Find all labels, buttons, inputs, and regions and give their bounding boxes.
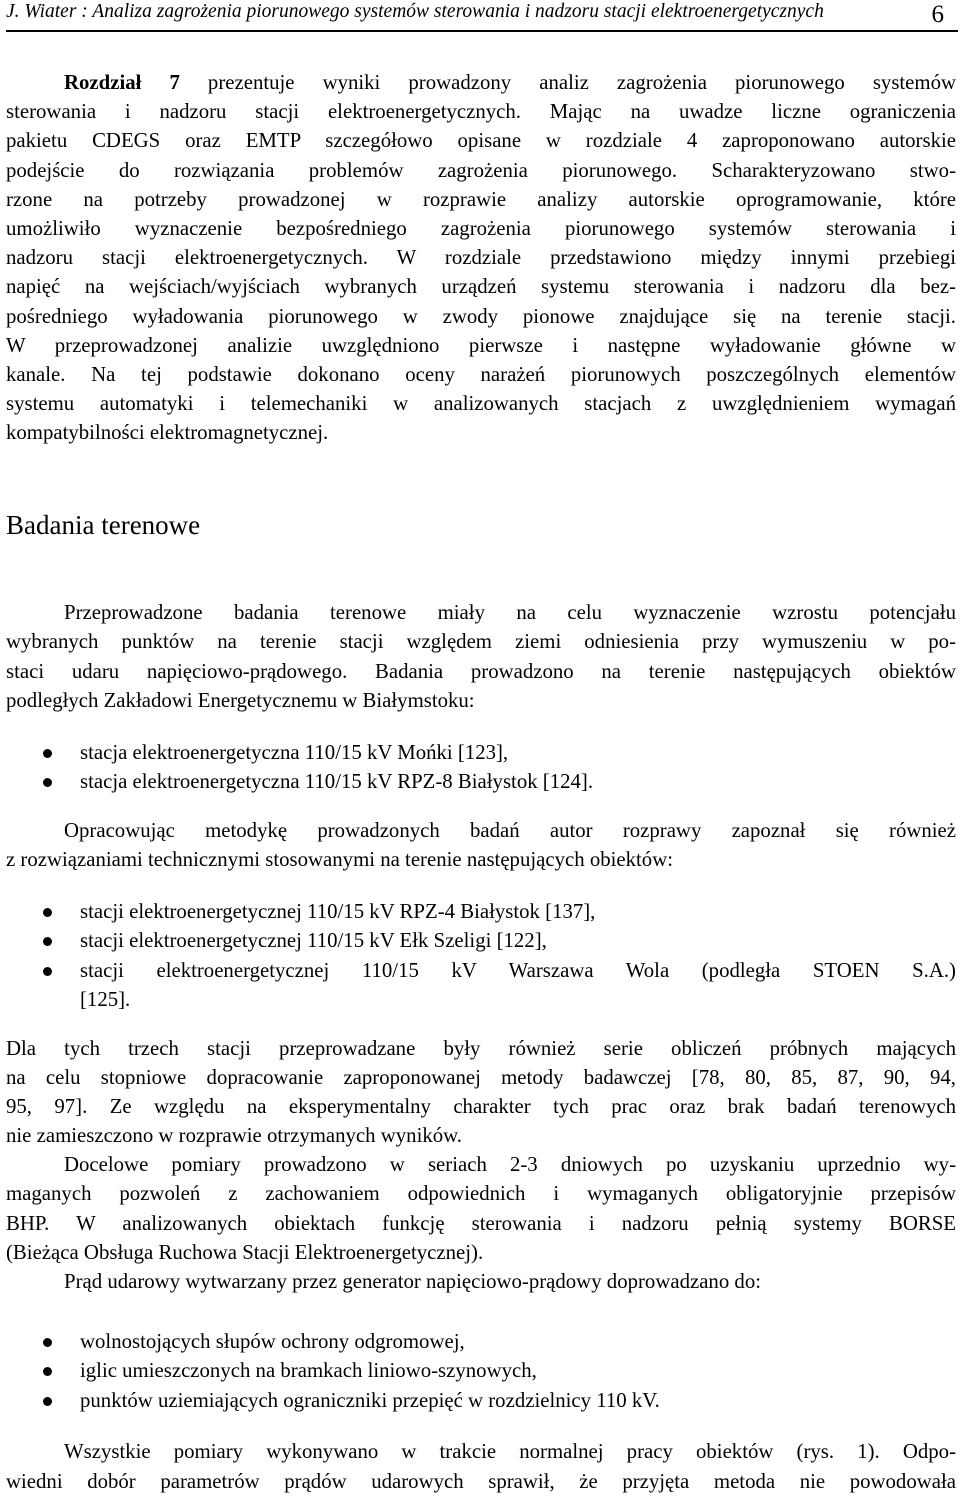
header-title: J. Wiater : Analiza zagrożenia piorunowego systemów sterowania i nadzoru stacji elektroenergetycznych [6, 1, 824, 22]
list-item [46, 1327, 956, 1356]
text-line: Dla tych trzech stacji przeprowadzane były również serie obliczeń próbnych mających [6, 1037, 956, 1060]
bullet-icon [43, 908, 52, 917]
bullet-icon [43, 1338, 52, 1347]
list-item [46, 897, 956, 926]
list-item-text: stacji elektroenergetycznej 110/15 kV RPZ-4 Białystok [137], [80, 900, 596, 923]
text-line: Wszystkie pomiary wykonywano w trakcie normalnej pracy obiektów (rys. 1). Odpo- [64, 1440, 956, 1463]
text-line: pakietu CDEGS oraz EMTP szczegółowo opisane w rozdziale 4 zaproponowano autorskie [6, 129, 956, 153]
list-item [46, 738, 956, 767]
text-line: umożliwiło wyznaczenie bezpośredniego zagrożenia piorunowego systemów sterowania i [6, 217, 956, 241]
section-heading: Badania terenowe [6, 510, 201, 540]
text-line: Opracowując metodykę prowadzonych badań autor rozprawy zapoznał się również [64, 819, 956, 842]
list-item [46, 767, 956, 796]
list-item-text-continued: [125]. [80, 987, 131, 1011]
text-line [6, 68, 956, 97]
text-line: BHP. W analizowanych obiektach funkcję sterowania i nadzoru pełnią systemy BORSE [6, 1211, 956, 1235]
text-line: nadzoru stacji elektroenergetycznych. W rozdziale przedstawiono między innymi przebiegi [6, 246, 956, 270]
list-item-text: iglic umieszczonych na bramkach liniowo-szynowych, [80, 1359, 537, 1383]
text-line: podejście do rozwiązania problemów zagrożenia piorunowego. Scharakteryzowano stwo- [6, 158, 956, 182]
list-item [46, 926, 956, 955]
text-line: sterowania i nadzoru stacji elektroenergetycznych. Mając na uwadze liczne ograniczenia [6, 100, 956, 124]
text-line: na celu stopniowe dopracowanie zaproponowanej metody badawczej [78, 80, 85, 87, 90, 94, [6, 1066, 956, 1090]
text-line: kanale. Na tej podstawie dokonano oceny narażeń piorunowych poszczególnych elementów [6, 363, 956, 387]
text-line: W przeprowadzonej analizie uwzględniono pierwsze i następne wyładowanie główne w [6, 333, 956, 357]
text-line: wiedni dobór parametrów prądów udarowych sprawił, że przyjęta metoda nie powodowała [6, 1469, 956, 1493]
text-line: Przeprowadzone badania terenowe miały na celu wyznaczenie wzrostu potencjału [64, 601, 956, 624]
list-item-text: stacja elektroenergetyczna 110/15 kV Mońki [123], [80, 741, 509, 764]
text-line: podległych Zakładowi Energetycznemu w Białymstoku: [6, 688, 475, 712]
text-line: kompatybilności elektromagnetycznej. [6, 421, 329, 445]
list-item-text: stacji elektroenergetycznej 110/15 kV Warszawa Wola (podległa STOEN S.A.) [80, 958, 956, 982]
text-line: nie zamieszczono w rozprawie otrzymanych wyników. [6, 1124, 463, 1148]
text-line: Docelowe pomiary prowadzono w seriach 2-3 dniowych po uzyskaniu uprzednio wy- [64, 1153, 956, 1177]
text-line: pośredniego wyładowania piorunowego w zwody pionowe znajdujące się na terenie stacji. [6, 304, 956, 328]
bullet-icon [43, 937, 52, 946]
list-item [46, 1356, 956, 1385]
chapter-ref-bold: Rozdział 7 [64, 71, 180, 94]
text-line: napięć na wejściach/wyjściach wybranych urządzeń systemu sterowania i nadzoru dla bez- [6, 275, 956, 299]
bullet-icon [43, 967, 52, 976]
page-header [6, 0, 958, 32]
text-line: z rozwiązaniami technicznymi stosowanymi na terenie następujących obiektów: [6, 848, 673, 871]
text-line: 95, 97]. Ze względu na eksperymentalny charakter tych prac oraz brak badań terenowych [6, 1095, 956, 1119]
list-item-text: stacja elektroenergetyczna 110/15 kV RPZ-8 Białystok [124]. [80, 770, 594, 793]
text-line: staci udaru napięciowo-prądowego. Badania prowadzono na terenie następujących obiektów [6, 659, 956, 683]
list-item-text: stacji elektroenergetycznej 110/15 kV Ełk Szeligi [122], [80, 929, 547, 953]
bullet-list-current-points [46, 1327, 956, 1415]
paragraph-chapter7 [6, 68, 956, 448]
text-line: wybranych punktów na terenie stacji względem ziemi odniesienia przy wymuszeniu w po- [6, 630, 956, 654]
bullet-icon [43, 1397, 52, 1406]
bullet-list-stations [46, 738, 956, 796]
text-fragment: prezentuje wyniki prowadzony analiz zagrożenia piorunowego systemów [207, 71, 957, 94]
paragraph-trial-calculations [6, 1034, 956, 1296]
list-item [46, 1386, 956, 1415]
text-line: maganych pozwoleń z zachowaniem odpowiednich i wymaganych obligatoryjnie przepisów [6, 1182, 956, 1206]
paragraph-methodology [6, 816, 956, 874]
paragraph-measurements [6, 1437, 956, 1496]
page-number: 6 [931, 1, 944, 28]
text-line: systemu automatyki i telemechaniki w analizowanych stacjach z uwzględnieniem wymagań [6, 392, 956, 416]
list-item-text: punktów uziemiających ograniczniki przepięć w rozdzielnicy 110 kV. [80, 1388, 660, 1412]
bullet-icon [43, 778, 52, 787]
bullet-icon [43, 749, 52, 758]
text-line: rzone na potrzeby prowadzonej w rozprawie analizy autorskie oprogramowanie, które [6, 187, 956, 211]
bullet-list-reviewed-stations [46, 897, 956, 1014]
list-item [46, 956, 956, 1015]
text-line: Prąd udarowy wytwarzany przez generator napięciowo-prądowy doprowadzano do: [64, 1269, 762, 1293]
list-item-text: wolnostojących słupów ochrony odgromowej, [80, 1330, 465, 1353]
text-line: (Bieżąca Obsługa Ruchowa Stacji Elektroenergetycznej). [6, 1240, 484, 1264]
paragraph-field-research [6, 598, 956, 715]
bullet-icon [43, 1367, 52, 1376]
